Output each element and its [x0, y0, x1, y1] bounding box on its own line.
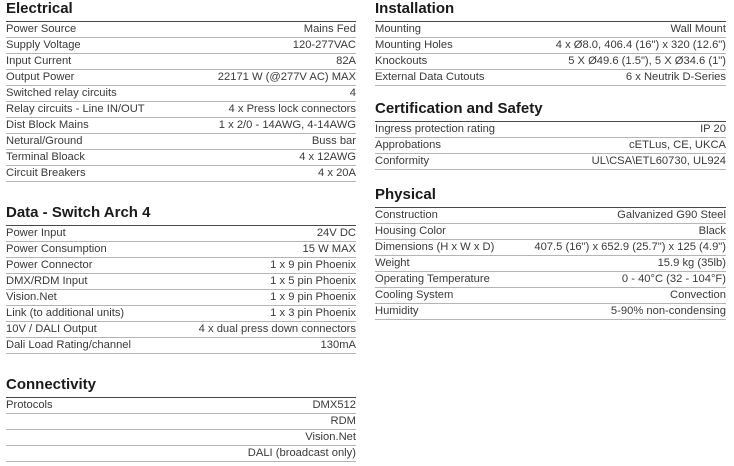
- spec-label: Approbations: [375, 139, 441, 151]
- spec-row: [375, 22, 726, 38]
- spec-value: DALI (broadcast only): [247, 447, 356, 459]
- spec-label: Knockouts: [375, 55, 428, 67]
- spec-value: Convection: [670, 289, 726, 301]
- spec-row: [375, 240, 726, 256]
- spec-value: 4 x 12AWG: [299, 151, 356, 163]
- spec-label: Dist Block Mains: [6, 119, 89, 131]
- section-title: Electrical: [6, 0, 356, 22]
- spec-row: [6, 446, 356, 462]
- spec-row: [6, 306, 356, 322]
- spec-label: Relay circuits - Line IN/OUT: [6, 103, 145, 115]
- spec-label: Dali Load Rating/channel: [6, 339, 132, 351]
- spec-rows: [375, 208, 726, 320]
- right-column: [375, 0, 726, 320]
- spec-row: [375, 54, 726, 70]
- spec-value: 1 x 9 pin Phoenix: [270, 291, 356, 303]
- spec-value: Vision.Net: [305, 431, 356, 443]
- spec-value: 1 x 3 pin Phoenix: [270, 307, 356, 319]
- left-column: [6, 0, 356, 462]
- spec-value: Wall Mount: [670, 23, 726, 35]
- spec-value: 5 X Ø49.6 (1.5"), 5 X Ø34.6 (1"): [568, 55, 726, 67]
- spec-label: Dimensions (H x W x D): [375, 241, 495, 253]
- spec-row: [6, 118, 356, 134]
- spec-row: [6, 166, 356, 182]
- spec-label: Weight: [375, 257, 410, 269]
- spec-label: Operating Temperature: [375, 273, 490, 285]
- section-title: Physical: [375, 186, 726, 208]
- spec-value: RDM: [330, 415, 356, 427]
- spec-row: [375, 288, 726, 304]
- spec-rows: [375, 22, 726, 86]
- section-certification-and-safety: [375, 100, 726, 170]
- spec-row: [6, 322, 356, 338]
- section-title: Certification and Safety: [375, 100, 726, 122]
- spec-value: 22171 W (@277V AC) MAX: [217, 71, 356, 83]
- spec-value: 1 x 5 pin Phoenix: [270, 275, 356, 287]
- spec-label: Conformity: [375, 155, 430, 167]
- spec-label: Humidity: [375, 305, 419, 317]
- spec-label: Supply Voltage: [6, 39, 81, 51]
- spec-label: Protocols: [6, 399, 53, 411]
- spec-row: [6, 150, 356, 166]
- spec-value: 6 x Neutrik D-Series: [625, 71, 726, 83]
- spec-row: [6, 54, 356, 70]
- spec-value: 15.9 kg (35lb): [657, 257, 726, 269]
- spec-row: [375, 70, 726, 86]
- spec-row: [6, 398, 356, 414]
- spec-label: Power Input: [6, 227, 66, 239]
- section-electrical: [6, 0, 356, 182]
- spec-value: 4 x Ø8.0, 406.4 (16") x 320 (12.6"): [555, 39, 726, 51]
- spec-label: Cooling System: [375, 289, 454, 301]
- spec-label: Terminal Bloack: [6, 151, 85, 163]
- spec-value: IP 20: [700, 123, 726, 135]
- spec-label: Ingress protection rating: [375, 123, 496, 135]
- spec-row: [6, 242, 356, 258]
- spec-label: Mounting Holes: [375, 39, 453, 51]
- spec-row: [6, 338, 356, 354]
- spec-value: 82A: [336, 55, 356, 67]
- spec-row: [6, 226, 356, 242]
- section-physical: [375, 186, 726, 320]
- spec-value: Buss bar: [311, 135, 356, 147]
- section-title: Data - Switch Arch 4: [6, 204, 356, 226]
- spec-label: Power Connector: [6, 259, 93, 271]
- spec-row: [6, 274, 356, 290]
- spec-value: 4 x dual press down connectors: [198, 323, 356, 335]
- spec-value: DMX512: [312, 399, 356, 411]
- spec-value: UL\CSA\ETL60730, UL924: [591, 155, 726, 167]
- spec-label: 10V / DALI Output: [6, 323, 97, 335]
- spec-value: Black: [698, 225, 726, 237]
- spec-value: 1 x 2/0 - 14AWG, 4-14AWG: [218, 119, 356, 131]
- spec-row: [6, 38, 356, 54]
- spec-value: 407.5 (16") x 652.9 (25.7") x 125 (4.9"): [534, 241, 726, 253]
- spec-row: [6, 414, 356, 430]
- spec-row: [375, 304, 726, 320]
- spec-row: [6, 290, 356, 306]
- spec-label: External Data Cutouts: [375, 71, 485, 83]
- spec-rows: [6, 22, 356, 182]
- spec-value: 1 x 9 pin Phoenix: [270, 259, 356, 271]
- spec-value: 24V DC: [316, 227, 356, 239]
- spec-value: cETLus, CE, UKCA: [629, 139, 726, 151]
- spec-label: Input Current: [6, 55, 72, 67]
- spec-rows: [6, 226, 356, 354]
- spec-row: [6, 430, 356, 446]
- spec-label: Mounting: [375, 23, 422, 35]
- section-data-switch-arch-4: [6, 204, 356, 354]
- spec-value: 15 W MAX: [302, 243, 356, 255]
- spec-row: [6, 134, 356, 150]
- spec-row: [375, 272, 726, 288]
- spec-row: [375, 224, 726, 240]
- spec-row: [375, 122, 726, 138]
- spec-row: [375, 208, 726, 224]
- spec-row: [6, 86, 356, 102]
- spec-value: 4: [349, 87, 356, 99]
- section-title: Installation: [375, 0, 726, 22]
- spec-label: Vision.Net: [6, 291, 57, 303]
- spec-label: Output Power: [6, 71, 75, 83]
- spec-rows: [375, 122, 726, 170]
- spec-value: 4 x Press lock connectors: [228, 103, 356, 115]
- spec-label: Housing Color: [375, 225, 446, 237]
- spec-value: 120-277VAC: [292, 39, 356, 51]
- spec-value: Galvanized G90 Steel: [617, 209, 726, 221]
- spec-row: [6, 70, 356, 86]
- section-installation: [375, 0, 726, 86]
- spec-row: [6, 22, 356, 38]
- spec-row: [375, 256, 726, 272]
- spec-value: 4 x 20A: [318, 167, 356, 179]
- spec-label: Power Source: [6, 23, 77, 35]
- section-title: Connectivity: [6, 376, 356, 398]
- spec-row: [6, 102, 356, 118]
- spec-label: Netural/Ground: [6, 135, 83, 147]
- spec-label: DMX/RDM Input: [6, 275, 88, 287]
- spec-value: Mains Fed: [303, 23, 356, 35]
- spec-label: Switched relay circuits: [6, 87, 117, 99]
- spec-row: [375, 38, 726, 54]
- spec-rows: [6, 398, 356, 462]
- spec-value: 130mA: [320, 339, 356, 351]
- spec-label: Construction: [375, 209, 438, 221]
- spec-row: [375, 154, 726, 170]
- section-connectivity: [6, 376, 356, 462]
- spec-label: Link (to additional units): [6, 307, 125, 319]
- spec-row: [375, 138, 726, 154]
- spec-label: Circuit Breakers: [6, 167, 86, 179]
- spec-value: 0 - 40°C (32 - 104°F): [621, 273, 726, 285]
- spec-value: 5-90% non-condensing: [610, 305, 726, 317]
- spec-row: [6, 258, 356, 274]
- spec-label: Power Consumption: [6, 243, 107, 255]
